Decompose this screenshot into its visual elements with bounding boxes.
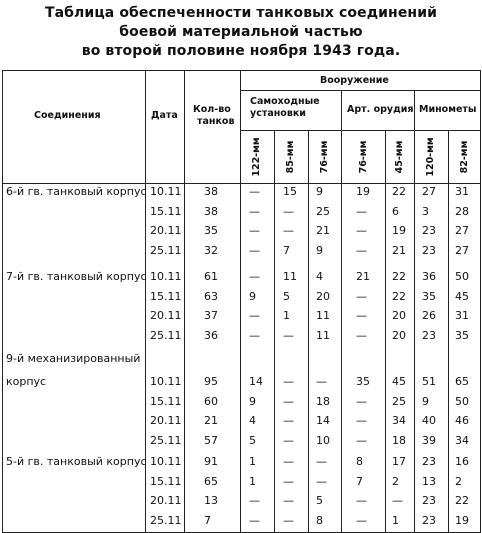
value-cell: — [249, 494, 260, 507]
value-cell: — [249, 243, 260, 257]
value-cell: 9 [316, 243, 323, 257]
value-cell: 17 [392, 455, 406, 468]
value-cell: 46 [455, 414, 469, 427]
title-line-3: во второй половине ноября 1943 года. [81, 43, 401, 59]
value-cell: 38 [204, 185, 218, 198]
value-cell: 18 [392, 433, 406, 447]
value-cell: 11 [316, 328, 330, 342]
value-cell: 21 [392, 243, 406, 257]
value-cell: 3 [422, 204, 429, 218]
value-cell: 2 [392, 474, 399, 488]
value-cell: 8 [316, 513, 323, 527]
value-cell: 1 [392, 513, 399, 527]
value-cell: 27 [422, 185, 436, 198]
value-cell: — [356, 513, 367, 527]
value-cell: 31 [455, 185, 469, 198]
value-cell: 1 [283, 309, 290, 322]
value-cell: — [283, 433, 294, 447]
value-cell: 25 [392, 394, 406, 408]
value-cell: 35 [356, 375, 370, 388]
value-cell: 27 [455, 224, 469, 237]
value-cell: 16 [455, 455, 469, 468]
value-cell: — [249, 270, 260, 283]
value-cell: 4 [249, 414, 256, 427]
value-cell: 36 [204, 328, 218, 342]
caliber-45-art: 45-мм [394, 140, 405, 174]
value-cell: 35 [455, 328, 469, 342]
value-cell: — [316, 474, 327, 488]
value-cell: 34 [392, 414, 406, 427]
value-cell: — [283, 328, 294, 342]
value-cell: 36 [422, 270, 436, 283]
value-cell: 65 [455, 375, 469, 388]
value-cell: 19 [356, 185, 370, 198]
unit-name: 9-й механизированный [6, 352, 141, 365]
value-cell: — [283, 394, 294, 408]
value-cell: — [356, 309, 367, 322]
value-cell: 95 [204, 375, 218, 388]
value-cell: 11 [283, 270, 297, 283]
date-cell: 10.11 [150, 455, 182, 468]
caliber-120-mortar: 120-мм [425, 137, 436, 177]
value-cell: 22 [392, 270, 406, 283]
value-cell: 9 [249, 394, 256, 408]
value-cell: 21 [356, 270, 370, 283]
value-cell: 20 [316, 289, 330, 303]
value-cell: 7 [204, 513, 211, 527]
value-cell: 31 [455, 309, 469, 322]
value-cell: — [283, 224, 294, 237]
value-cell: 20 [392, 309, 406, 322]
value-cell: 14 [249, 375, 263, 388]
value-cell: — [356, 204, 367, 218]
value-cell: 23 [422, 513, 436, 527]
value-cell: 1 [249, 455, 256, 468]
value-cell: — [356, 289, 367, 303]
value-cell: 6 [392, 204, 399, 218]
value-cell: 8 [356, 455, 363, 468]
value-cell: 23 [422, 243, 436, 257]
value-cell: — [356, 494, 367, 507]
date-cell: 20.11 [150, 494, 182, 507]
value-cell: 25 [316, 204, 330, 218]
caliber-85-sp: 85-мм [285, 140, 296, 174]
header-tanks-2: танков [197, 116, 235, 127]
value-cell: 1 [249, 474, 256, 488]
value-cell: 63 [204, 289, 218, 303]
value-cell: 19 [455, 513, 469, 527]
date-cell: 20.11 [150, 224, 182, 237]
value-cell: — [356, 328, 367, 342]
value-cell: 40 [422, 414, 436, 427]
value-cell: 51 [422, 375, 436, 388]
value-cell: — [283, 513, 294, 527]
header-sp-2: установки [250, 108, 306, 119]
value-cell: 2 [455, 474, 462, 488]
date-cell: 20.11 [150, 309, 182, 322]
value-cell: 45 [392, 375, 406, 388]
value-cell: — [356, 224, 367, 237]
unit-name: корпус [6, 375, 47, 388]
value-cell: — [283, 494, 294, 507]
header-art: Арт. орудия [347, 104, 414, 115]
value-cell: 20 [392, 328, 406, 342]
value-cell: 15 [283, 185, 297, 198]
value-cell: 7 [356, 474, 363, 488]
value-cell: 23 [422, 494, 436, 507]
date-cell: 25.11 [150, 433, 182, 447]
value-cell: 37 [204, 309, 218, 322]
value-cell: 35 [204, 224, 218, 237]
title-line-2: боевой материальной частью [119, 24, 363, 40]
value-cell: 5 [249, 433, 256, 447]
value-cell: 50 [455, 270, 469, 283]
unit-name: 5-й гв. танковый корпус [6, 455, 147, 468]
value-cell: — [316, 375, 327, 388]
header-armament: Вооружение [320, 75, 389, 86]
value-cell: — [249, 224, 260, 237]
value-cell: 34 [455, 433, 469, 447]
value-cell: — [249, 328, 260, 342]
value-cell: 23 [422, 328, 436, 342]
header-mortars: Минометы [419, 104, 477, 115]
caliber-122-sp: 122-мм [251, 137, 262, 177]
date-cell: 25.11 [150, 513, 182, 527]
date-cell: 25.11 [150, 243, 182, 257]
value-cell: 11 [316, 309, 330, 322]
value-cell: 9 [422, 394, 429, 408]
value-cell: 32 [204, 243, 218, 257]
value-cell: 9 [249, 289, 256, 303]
value-cell: — [356, 414, 367, 427]
value-cell: — [249, 204, 260, 218]
value-cell: 60 [204, 394, 218, 408]
date-cell: 10.11 [150, 270, 182, 283]
value-cell: 13 [422, 474, 436, 488]
caliber-76-sp: 76-мм [319, 140, 330, 174]
unit-name: 7-й гв. танковый корпус [6, 270, 147, 283]
header-date: Дата [151, 110, 178, 121]
value-cell: 5 [283, 289, 290, 303]
value-cell: 13 [204, 494, 218, 507]
value-cell: 22 [392, 185, 406, 198]
value-cell: 45 [455, 289, 469, 303]
title-line-1: Таблица обеспеченности танковых соединений [44, 5, 438, 21]
value-cell: 35 [422, 289, 436, 303]
value-cell: 19 [392, 224, 406, 237]
date-cell: 20.11 [150, 414, 182, 427]
value-cell: 21 [204, 414, 218, 427]
value-cell: — [283, 455, 294, 468]
date-cell: 15.11 [150, 394, 182, 408]
value-cell: 9 [316, 185, 323, 198]
header-units: Соединения [34, 110, 101, 121]
caliber-76-art: 76-мм [358, 140, 369, 174]
value-cell: 50 [455, 394, 469, 408]
date-cell: 15.11 [150, 204, 182, 218]
value-cell: 14 [316, 414, 330, 427]
value-cell: 5 [316, 494, 323, 507]
value-cell: 10 [316, 433, 330, 447]
value-cell: 91 [204, 455, 218, 468]
header-tanks-1: Кол-во [193, 104, 231, 115]
value-cell: 7 [283, 243, 290, 257]
value-cell: 21 [316, 224, 330, 237]
value-cell: — [283, 414, 294, 427]
value-cell: — [316, 455, 327, 468]
value-cell: — [249, 309, 260, 322]
date-cell: 10.11 [150, 375, 182, 388]
value-cell: — [283, 474, 294, 488]
date-cell: 25.11 [150, 328, 182, 342]
value-cell: — [356, 433, 367, 447]
value-cell: 65 [204, 474, 218, 488]
caliber-82-mortar: 82-мм [459, 140, 470, 174]
date-cell: 15.11 [150, 289, 182, 303]
value-cell: 38 [204, 204, 218, 218]
value-cell: 57 [204, 433, 218, 447]
value-cell: 4 [316, 270, 323, 283]
header-sp-1: Самоходные [250, 96, 320, 107]
value-cell: — [392, 494, 403, 507]
date-cell: 15.11 [150, 474, 182, 488]
value-cell: — [249, 513, 260, 527]
value-cell: 22 [455, 494, 469, 507]
value-cell: 27 [455, 243, 469, 257]
value-cell: — [356, 394, 367, 408]
value-cell: 61 [204, 270, 218, 283]
value-cell: — [283, 204, 294, 218]
date-cell: 10.11 [150, 185, 182, 198]
value-cell: 22 [392, 289, 406, 303]
value-cell: — [283, 375, 294, 388]
value-cell: 23 [422, 224, 436, 237]
value-cell: 18 [316, 394, 330, 408]
value-cell: 23 [422, 455, 436, 468]
value-cell: 28 [455, 204, 469, 218]
value-cell: — [356, 243, 367, 257]
unit-name: 6-й гв. танковый корпус [6, 185, 147, 198]
value-cell: — [249, 185, 260, 198]
value-cell: 39 [422, 433, 436, 447]
value-cell: 26 [422, 309, 436, 322]
